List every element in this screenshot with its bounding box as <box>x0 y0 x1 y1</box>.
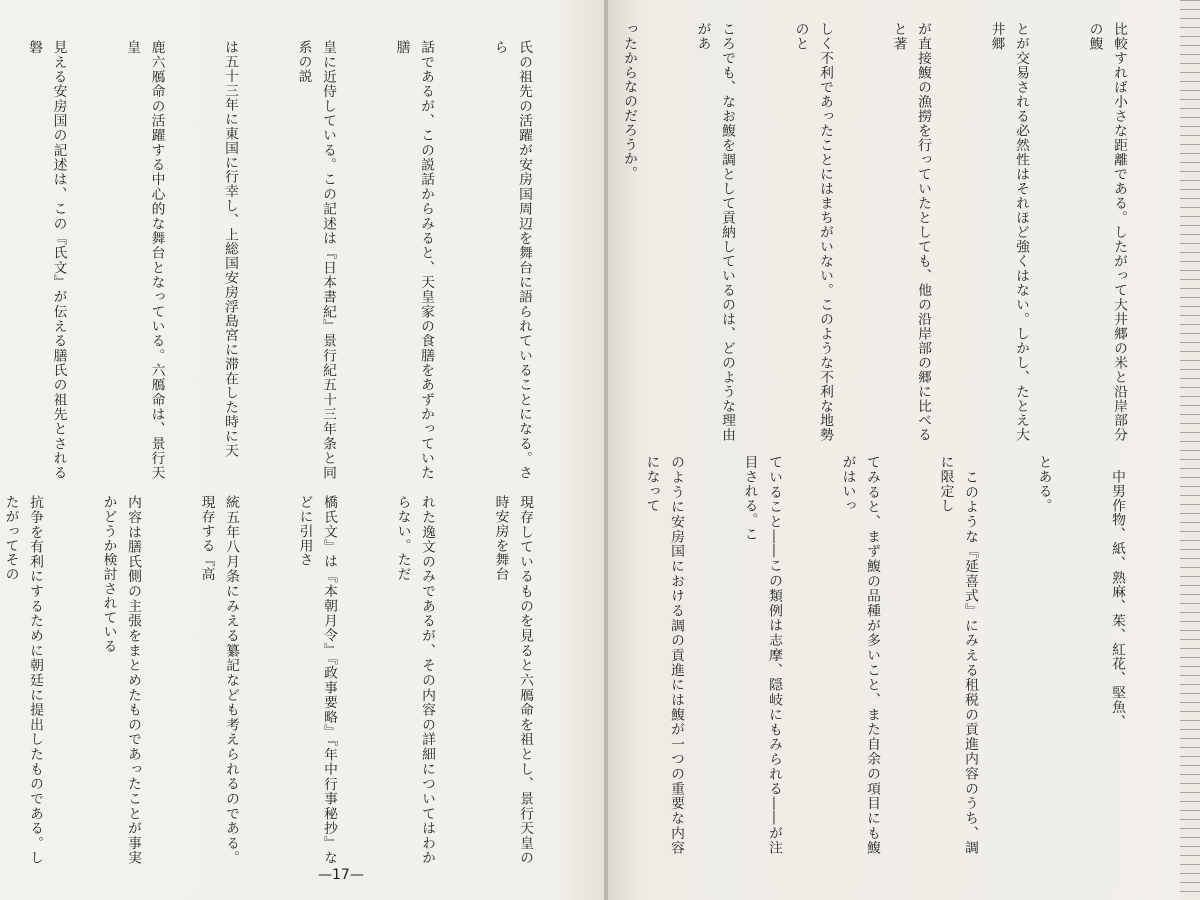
right-page <box>608 0 1200 900</box>
paragraph: は五十三年に東国に行幸し、上総国安房浮島宮に滞在した時に天 <box>222 40 238 458</box>
paragraph: 内容は膳氏側の主張をまとめたものであったことが事実かどうか検討されている <box>100 495 141 865</box>
paragraph: このような『延喜式』にみえる租税の貢進内容のうち、調に限定し <box>937 455 978 855</box>
paragraph: 話であるが、この説話からみると、天皇家の食膳をあずかっていた膳 <box>393 40 434 480</box>
paragraph: とある。 <box>1035 455 1052 513</box>
paragraph: 橋氏文』は『本朝月令』『政事要略』『年中行事秘抄』などに引用さ <box>296 495 337 865</box>
paragraph: 皇に近侍している。この記述は『日本書紀』景行紀五十三年条と同系の説 <box>295 40 336 480</box>
paragraph: ていること――この類例は志摩、隠岐にもみられる――が注目される。こ <box>741 455 782 855</box>
paragraph: 中男作物、紙、熟麻、茱、紅花、堅魚、 <box>1109 455 1125 729</box>
paragraph: 鹿六鴈命の活躍する中心的な舞台となっている。六鴈命は、景行天皇 <box>124 40 165 480</box>
paragraph: ころでも、なお鰒を調として貢納しているのは、どのような理由があ <box>694 22 735 442</box>
paragraph: 現存しているものを見ると六鴈命を祖とし、景行天皇の時安房を舞台 <box>492 495 533 865</box>
paragraph: 氏の祖先の活躍が安房国周辺を舞台に語られていることになる。さら <box>491 40 532 480</box>
paragraph: てみると、まず鰒の品種が多いこと、また自余の項目にも鰒がはいっ <box>839 455 880 855</box>
paragraph: れた逸文のみであるが、その内容の詳細についてはわからない。ただ <box>394 495 435 865</box>
paragraph: とが交易される必然性はそれほど強くはない。しかし、たとえ大井郷 <box>988 22 1029 442</box>
paragraph: 抗争を有利にするために朝廷に提出したものである。したがってその <box>2 495 43 865</box>
left-page-top-section <box>26 40 585 480</box>
paragraph: が直接鰒の漁撈を行っていたとしても、他の沿岸部の郷に比べると著 <box>890 22 931 442</box>
page-number: —17— <box>318 867 364 883</box>
paragraph: しく不利であったことにはまちがいない。このような不利な地勢のと <box>792 22 833 442</box>
paragraph: ったからなのだろうか。 <box>621 22 637 181</box>
right-page-bottom-section <box>643 455 1178 855</box>
paragraph: 見える安房国の記述は、この『氏文』が伝える膳氏の祖先とされる磐 <box>26 40 67 480</box>
paragraph: 統五年八月条にみえる纂記なども考えられるのである。現存する『高 <box>198 495 239 865</box>
right-page-top-section <box>621 22 1180 442</box>
measuring-ruler <box>1180 0 1200 900</box>
left-page-bottom-section <box>2 495 586 865</box>
paragraph: 比較すれば小さな距離である。したがって大井郷の米と沿岸部分の鰒 <box>1086 22 1127 442</box>
paragraph: のように安房国における調の貢進には鰒が一つの重要な内容になって <box>643 455 684 855</box>
